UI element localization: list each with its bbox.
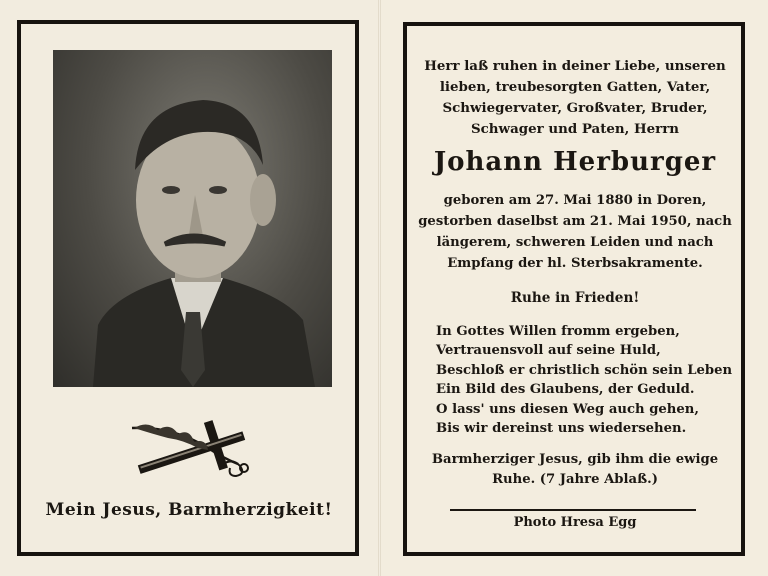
dates-line: längerem, schweren Leiden und nach: [436, 235, 714, 250]
poem-line: Vertrauensvoll auf seine Huld,: [436, 343, 661, 359]
poem-line: O lass' uns diesen Weg auch gehen,: [436, 401, 699, 417]
dates-line: geboren am 27. Mai 1880 in Doren,: [443, 193, 707, 208]
poem: [436, 322, 736, 438]
intro-line: Schwager und Paten, Herrn: [470, 121, 680, 137]
left-caption: Mein Jesus, Barmherzigkeit!: [45, 500, 333, 520]
poem-line: In Gottes Willen fromm ergeben,: [436, 324, 680, 339]
prayer-line: Ruhe. (7 Jahre Ablaß.): [492, 472, 658, 487]
deceased-name: Johann Herburger: [433, 147, 717, 177]
portrait-photo: [53, 50, 332, 387]
intro-text: [410, 56, 740, 140]
intro-line: lieben, treubesorgten Gatten, Vater,: [439, 79, 711, 95]
poem-line: Beschloß er christlich schön sein Leben: [436, 362, 733, 378]
poem-line: Bis wir dereinst uns wiedersehen.: [436, 421, 687, 437]
prayer-line: Barmherziger Jesus, gib ihm die ewige: [431, 452, 719, 467]
divider-rule: [450, 509, 696, 511]
dates-line: gestorben daselbst am 21. Mai 1950, nach: [418, 214, 732, 229]
card-fold: [378, 0, 381, 576]
photo-credit: Photo Hresa Egg: [513, 515, 637, 530]
poem-line: Ein Bild des Glaubens, der Geduld.: [436, 382, 695, 398]
rest-in-peace-text: Ruhe in Frieden!: [510, 290, 640, 306]
prayer-text: [410, 450, 740, 490]
intro-line: Schwiegervater, Großvater, Bruder,: [442, 100, 708, 116]
life-dates-text: [410, 190, 740, 274]
dates-line: Empfang der hl. Sterbsakramente.: [447, 256, 703, 271]
cross-and-palm-icon: [128, 418, 258, 480]
intro-line: Herr laß ruhen in deiner Liebe, unseren: [424, 58, 726, 74]
